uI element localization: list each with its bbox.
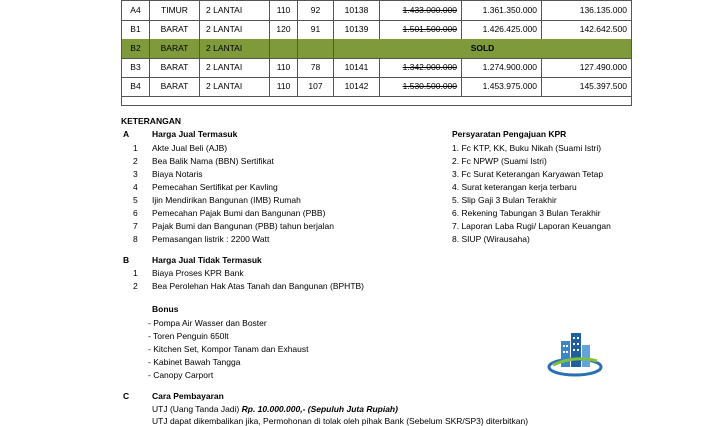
code-cell: 10139 (334, 20, 380, 39)
kpr-item: 6. Rekening Tabungan 3 Bulan Terakhir (452, 208, 601, 218)
old-price: 1.433.000.000 (402, 5, 457, 15)
bonus-item: - Toren Penguin 650lt (148, 331, 229, 341)
item-number: 1 (133, 268, 138, 278)
type-cell: 2 LANTAI (200, 20, 270, 39)
old-price: 1.501.500.000 (402, 24, 457, 34)
kpr-item: 8. SIUP (Wirausaha) (452, 234, 530, 244)
unit-cell: B2 (122, 39, 150, 58)
kpr-item: 3. Fc Surat Keterangan Karyawan Tetap (452, 169, 604, 179)
list-item: Pemecahan Pajak Bumi dan Bangunan (PBB) (152, 208, 326, 218)
list-item: Biaya Proses KPR Bank (152, 268, 244, 278)
item-number: 8 (133, 234, 138, 244)
building-area-cell: 91 (298, 20, 334, 39)
list-item: Biaya Notaris (152, 169, 203, 179)
building-area-cell: 78 (298, 58, 334, 77)
unit-cell: B3 (122, 58, 150, 77)
item-number: 4 (133, 182, 138, 192)
new-price: 1.426.425.000 (462, 20, 542, 39)
section-a-letter: A (123, 129, 130, 139)
building-logo-icon (547, 327, 603, 377)
type-cell: 2 LANTAI (200, 1, 270, 20)
new-price: 1.453.975.000 (462, 77, 542, 96)
bonus-item: - Kabinet Bawah Tangga (148, 357, 241, 367)
old-price: 1.342.000.000 (402, 62, 457, 72)
building-area-cell: 107 (298, 77, 334, 96)
discount-cell: 127.490.000 (579, 62, 627, 72)
section-c-title: Cara Pembayaran (152, 391, 224, 401)
type-cell: 2 LANTAI (200, 39, 270, 58)
section-b-letter: B (123, 255, 130, 265)
new-price: 1.361.350.000 (462, 1, 542, 20)
item-number: 3 (133, 169, 138, 179)
land-area-cell: 110 (270, 77, 298, 96)
kpr-item: 2. Fc NPWP (Suami Istri) (452, 156, 547, 166)
discount-cell: 136.135.000 (579, 5, 627, 15)
facing-cell: BARAT (150, 77, 200, 96)
list-item: Pemasangan listrik : 2200 Watt (152, 234, 270, 244)
section-b-title: Harga Jual Tidak Termasuk (152, 255, 262, 265)
sold-label: SOLD (470, 43, 495, 53)
type-cell: 2 LANTAI (200, 77, 270, 96)
utj-note: UTJ dapat dikembalikan jika, Permohonan di tolak oleh pihak Bank (Sebelum SKR/SP3) diterbitkan) (152, 416, 529, 426)
utj-label: UTJ (Uang Tanda Jadi) (152, 404, 242, 414)
building-area-cell: 92 (298, 1, 334, 20)
list-item: Pemecahan Sertifikat per Kavling (152, 182, 278, 192)
unit-cell: B4 (122, 77, 150, 96)
discount-cell: 145.397.500 (579, 81, 627, 91)
kpr-item: 7. Laporan Laba Rugi/ Laporan Keuangan (452, 221, 611, 231)
code-cell: 10138 (334, 1, 380, 20)
item-number: 5 (133, 195, 138, 205)
table-row (122, 77, 631, 97)
facing-cell: BARAT (150, 20, 200, 39)
facing-cell: BARAT (150, 58, 200, 77)
discount-cell: 142.642.500 (579, 24, 627, 34)
kpr-item: 5. Slip Gaji 3 Bulan Terakhir (452, 195, 557, 205)
land-area-cell: 110 (270, 1, 298, 20)
table-row (122, 58, 631, 78)
facing-cell: TIMUR (150, 1, 200, 20)
code-cell: 10141 (334, 58, 380, 77)
table-row-sold (122, 39, 631, 59)
item-number: 7 (133, 221, 138, 231)
list-item: Akte Jual Beli (AJB) (152, 143, 228, 153)
land-area-cell: 110 (270, 58, 298, 77)
unit-price-table (121, 0, 632, 106)
item-number: 2 (133, 156, 138, 166)
table-row (122, 20, 631, 40)
land-area-cell: 120 (270, 20, 298, 39)
old-price: 1.530.500.000 (402, 81, 457, 91)
bonus-item: - Kitchen Set, Kompor Tanam dan Exhaust (148, 344, 309, 354)
new-price: 1.274.900.000 (462, 58, 542, 77)
code-cell: 10142 (334, 77, 380, 96)
table-row (122, 1, 631, 21)
kpr-item: 4. Surat keterangan kerja terbaru (452, 182, 577, 192)
item-number: 2 (133, 281, 138, 291)
section-a-title: Harga Jual Termasuk (152, 129, 238, 139)
list-item: Ijin Mendirikan Bangunan (IMB) Rumah (152, 195, 301, 205)
bonus-item: - Pompa Air Wasser dan Boster (148, 318, 267, 328)
unit-cell: A4 (122, 1, 150, 20)
list-item: Bea Perolehan Hak Atas Tanah dan Bangunan (BPHTB) (152, 281, 365, 291)
section-c-letter: C (123, 391, 130, 401)
notes-title: KETERANGAN (121, 116, 181, 126)
facing-cell: BARAT (150, 39, 200, 58)
unit-cell: B1 (122, 20, 150, 39)
item-number: 6 (133, 208, 138, 218)
item-number: 1 (133, 143, 138, 153)
type-cell: 2 LANTAI (200, 58, 270, 77)
bonus-title: Bonus (152, 304, 179, 314)
utj-amount: Rp. 10.000.000,- (Sepuluh Juta Rupiah) (241, 404, 398, 414)
list-item: Pajak Bumi dan Bangunan (PBB) tahun berjalan (152, 221, 334, 231)
list-item: Bea Balik Nama (BBN) Sertifikat (152, 156, 274, 166)
kpr-item: 1. Fc KTP, KK, Buku Nikah (Suami Istri) (452, 143, 602, 153)
utj-line (152, 404, 398, 414)
bonus-item: - Canopy Carport (148, 370, 214, 380)
kpr-title: Persyaratan Pengajuan KPR (452, 129, 567, 139)
